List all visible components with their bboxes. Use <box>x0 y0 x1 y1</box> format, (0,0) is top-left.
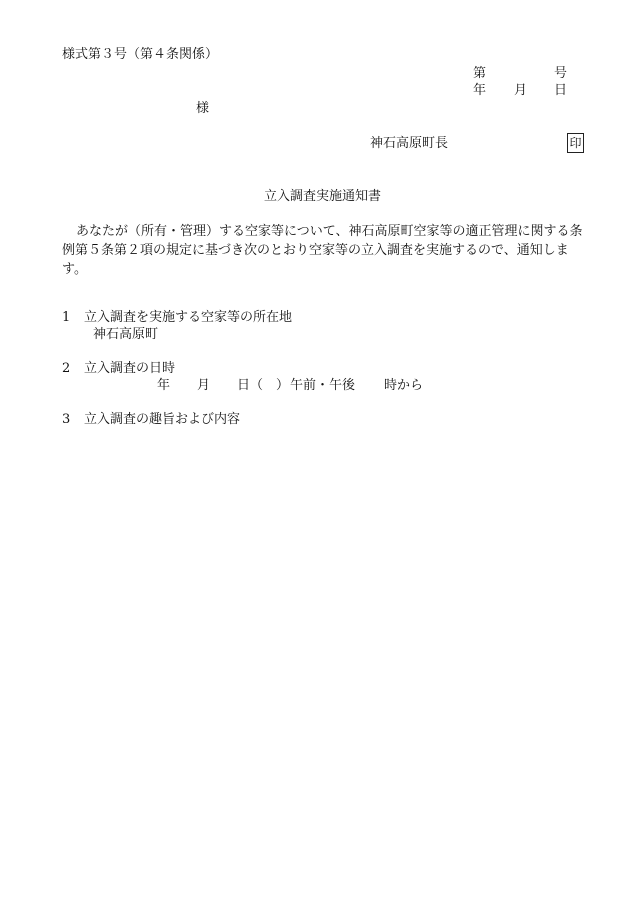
doc-title: 立入調査実施通知書 <box>264 189 382 204</box>
body-paragraph <box>62 222 588 279</box>
sender-title: 神石高原町長 <box>370 136 449 151</box>
form-label: 様式第３号（第４条関係） <box>62 47 219 62</box>
addressee-suffix: 様 <box>196 101 210 116</box>
schedule-day: 日 <box>237 378 251 393</box>
body-text: あなたが（所有・管理）する空家等について、神石高原町空家等の適正管理に関する条例第５条第２項の規定に基づき次のとおり空家等の立入調査を実施するので、通知します。 <box>62 224 583 277</box>
seal-stamp: 印 <box>567 133 584 153</box>
schedule-year: 年 <box>157 378 171 393</box>
schedule-time: 時から <box>384 378 424 393</box>
date-day: 日 <box>554 83 568 98</box>
schedule-weekday-paren: （ ） <box>250 378 290 393</box>
doc-number-dai: 第 <box>473 66 487 81</box>
schedule-month: 月 <box>197 378 211 393</box>
section-1-heading: 立入調査を実施する空家等の所在地 <box>84 310 293 325</box>
section-2-number: 2 <box>62 361 71 376</box>
section-3-number: 3 <box>62 412 71 427</box>
section-1-detail: 神石高原町 <box>93 327 159 342</box>
section-2-heading: 立入調査の日時 <box>84 361 176 376</box>
section-3-heading: 立入調査の趣旨および内容 <box>84 412 241 427</box>
date-month: 月 <box>514 83 528 98</box>
schedule-am-pm: 午前・午後 <box>290 378 356 393</box>
doc-number-go: 号 <box>554 66 568 81</box>
section-1-number: 1 <box>62 310 71 325</box>
date-year: 年 <box>473 83 487 98</box>
